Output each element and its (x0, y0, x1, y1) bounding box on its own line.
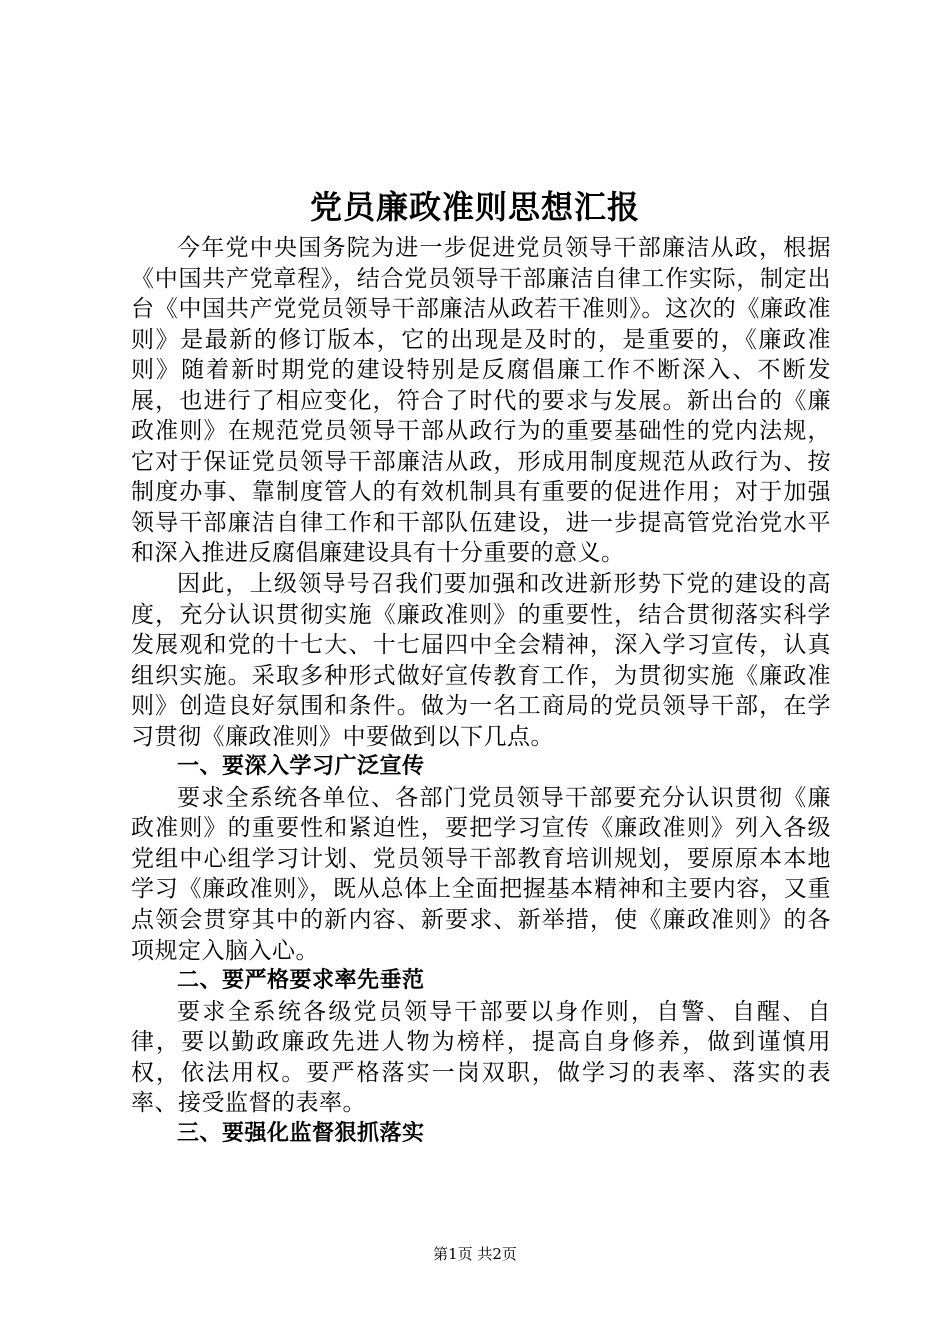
section-heading-3: 三、要强化监督狠抓落实 (177, 1120, 425, 1146)
paragraph-section-2: 要求全系统各级党员领导干部要以身作则，自警、自醒、自律，要以勤政廉政先进人物为榜样，提高自身修养，做到谨慎用权，依法用权。要严格落实一岗双职，做学习的表率、落实的表率、接受监督的表率。 (131, 998, 831, 1117)
document-body (131, 233, 831, 1149)
section-heading-2: 二、要严格要求率先垂范 (177, 968, 425, 994)
paragraph-section-1: 要求全系统各单位、各部门党员领导干部要充分认识贯彻《廉政准则》的重要性和紧迫性，要把学习宣传《廉政准则》列入各级党组中心组学习计划、党员领导干部教育培训规划，要原原本本地学习《廉政准则》，既从总体上全面把握基本精神和主要内容，又重点领会贯穿其中的新内容、新要求、新举措，使《廉政准则》的各项规定入脑入心。 (131, 784, 831, 964)
paragraph-context: 因此，上级领导号召我们要加强和改进新形势下党的建设的高度，充分认识贯彻实施《廉政准则》的重要性，结合贯彻落实科学发展观和党的十七大、十七届四中全会精神，深入学习宣传，认真组织实施。采取多种形式做好宣传教育工作，为贯彻实施《廉政准则》创造良好氛围和条件。做为一名工商局的党员领导干部，在学习贯彻《廉政准则》中要做到以下几点。 (131, 571, 831, 750)
section-heading-1: 一、要深入学习广泛宣传 (177, 754, 425, 780)
paragraph-intro: 今年党中央国务院为进一步促进党员领导干部廉洁从政，根据《中国共产党章程》，结合党员领导干部廉洁自律工作实际，制定出台《中国共产党党员领导干部廉洁从政若干准则》。这次的《廉政准则》是最新的修订版本，它的出现是及时的，是重要的，《廉政准则》随着新时期党的建设特别是反腐倡廉工作不断深入、不断发展，也进行了相应变化，符合了时代的要求与发展。新出台的《廉政准则》在规范党员领导干部从政行为的重要基础性的党内法规，它对于保证党员领导干部廉洁从政，形成用制度规范从政行为、按制度办事、靠制度管人的有效机制具有重要的促进作用；对于加强领导干部廉洁自律工作和干部队伍建设，进一步提高管党治党水平和深入推进反腐倡廉建设具有十分重要的意义。 (131, 235, 831, 567)
page-footer: 第1页 共2页 (433, 1245, 517, 1263)
page-title: 党员廉政准则思想汇报 (309, 188, 640, 226)
